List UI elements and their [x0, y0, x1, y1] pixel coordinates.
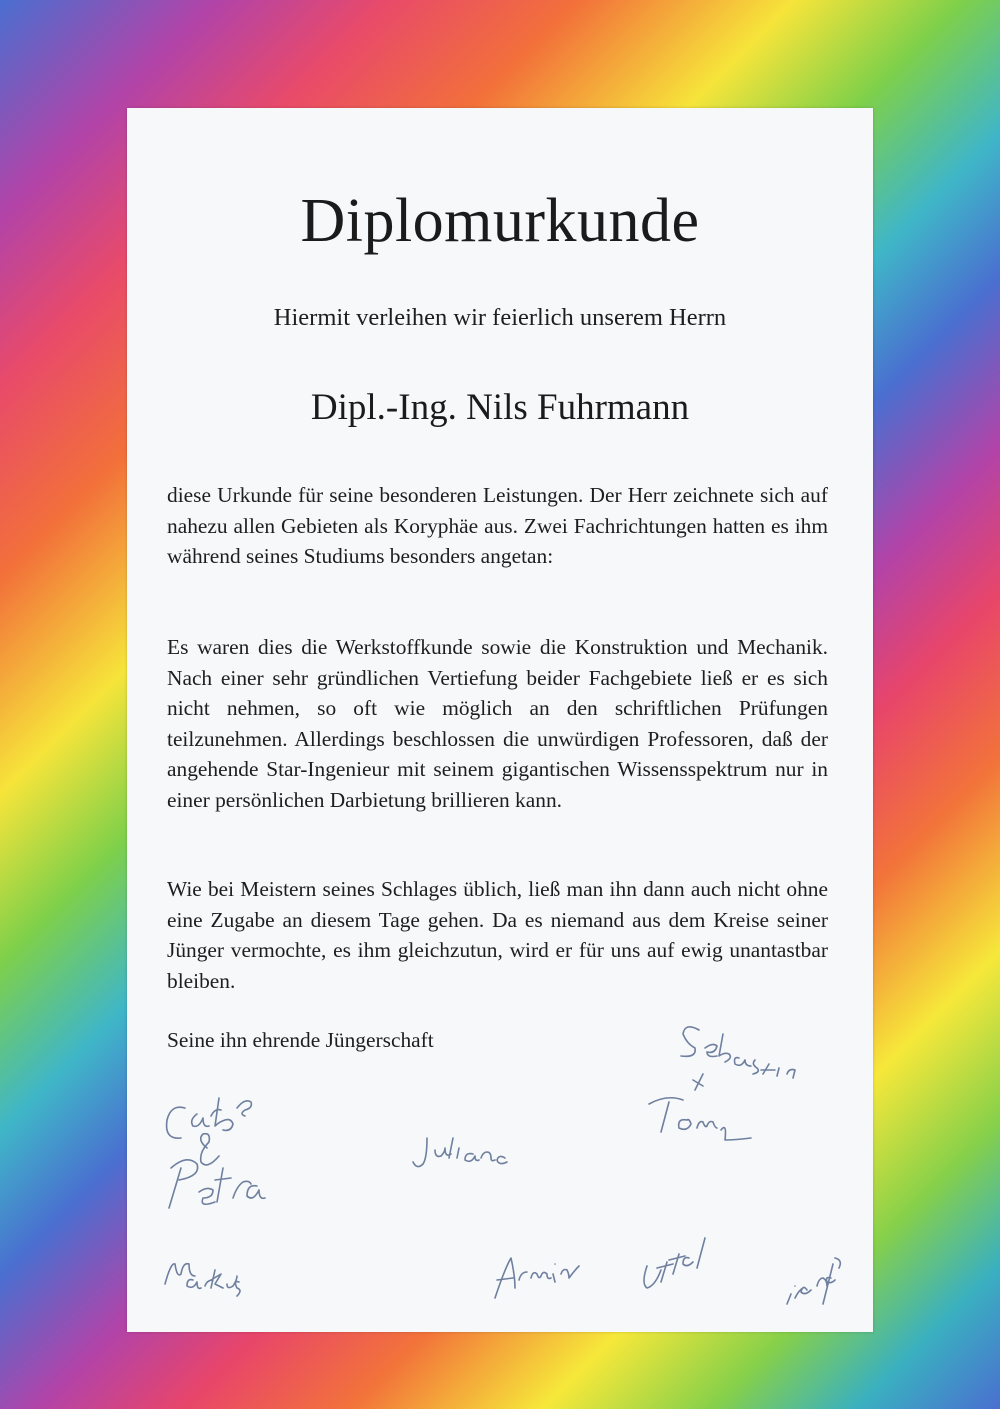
intro-line: Hiermit verleihen wir feierlich unserem Herrn [273, 304, 727, 331]
paragraph-subjects: Es waren dies die Werkstoffkunde sowie die Konstruktion und Mechanik. Nach einer sehr gründlichen Vertiefung beider Fachgebiete ließ er es sich nicht nehmen, so oft wie möglich an den schriftlichen Prüfungen teilzunehmen. Allerdings beschlossen die unwürdigen Professoren, daß der angehende Star-Ingenieur mit seinem gigantischen Wissensspektrum nur in einer persönlichen Darbietung brillieren kann. [167, 635, 828, 812]
signature-markus [165, 1264, 240, 1296]
signature-ampersand [201, 1134, 219, 1165]
signature-sebastian-tom [649, 1027, 795, 1140]
recipient-name: Dipl.-Ing. Nils Fuhrmann [310, 387, 690, 428]
signature-juliane [413, 1138, 507, 1167]
certificate-title: Diplomurkunde [300, 187, 700, 255]
signature-irene [787, 1258, 840, 1304]
paragraph-encore: Wie bei Meistern seines Schlages üblich, ließ man ihn dann auch nicht ohne eine Zugabe an diesem Tage gehen. Da es niemand aus dem Kreise seiner Jünger vermochte, es ihm gleichzutun, wird er für uns auf ewig unantastbar bleiben. [167, 877, 828, 993]
closing-line: Seine ihn ehrende Jüngerschaft [167, 1028, 434, 1052]
certificate-sheet [127, 108, 873, 1332]
signature-carsten [167, 1098, 252, 1138]
signature-uttel [644, 1238, 705, 1288]
signature-armin [495, 1258, 579, 1298]
paragraph-achievements: diese Urkunde für seine besonderen Leistungen. Der Herr zeichnete sich auf nahezu allen Gebieten als Koryphäe aus. Zwei Fachrichtungen hatten es ihm während seines Studiums besonders angetan: [167, 483, 828, 568]
signature-petra [169, 1160, 265, 1208]
